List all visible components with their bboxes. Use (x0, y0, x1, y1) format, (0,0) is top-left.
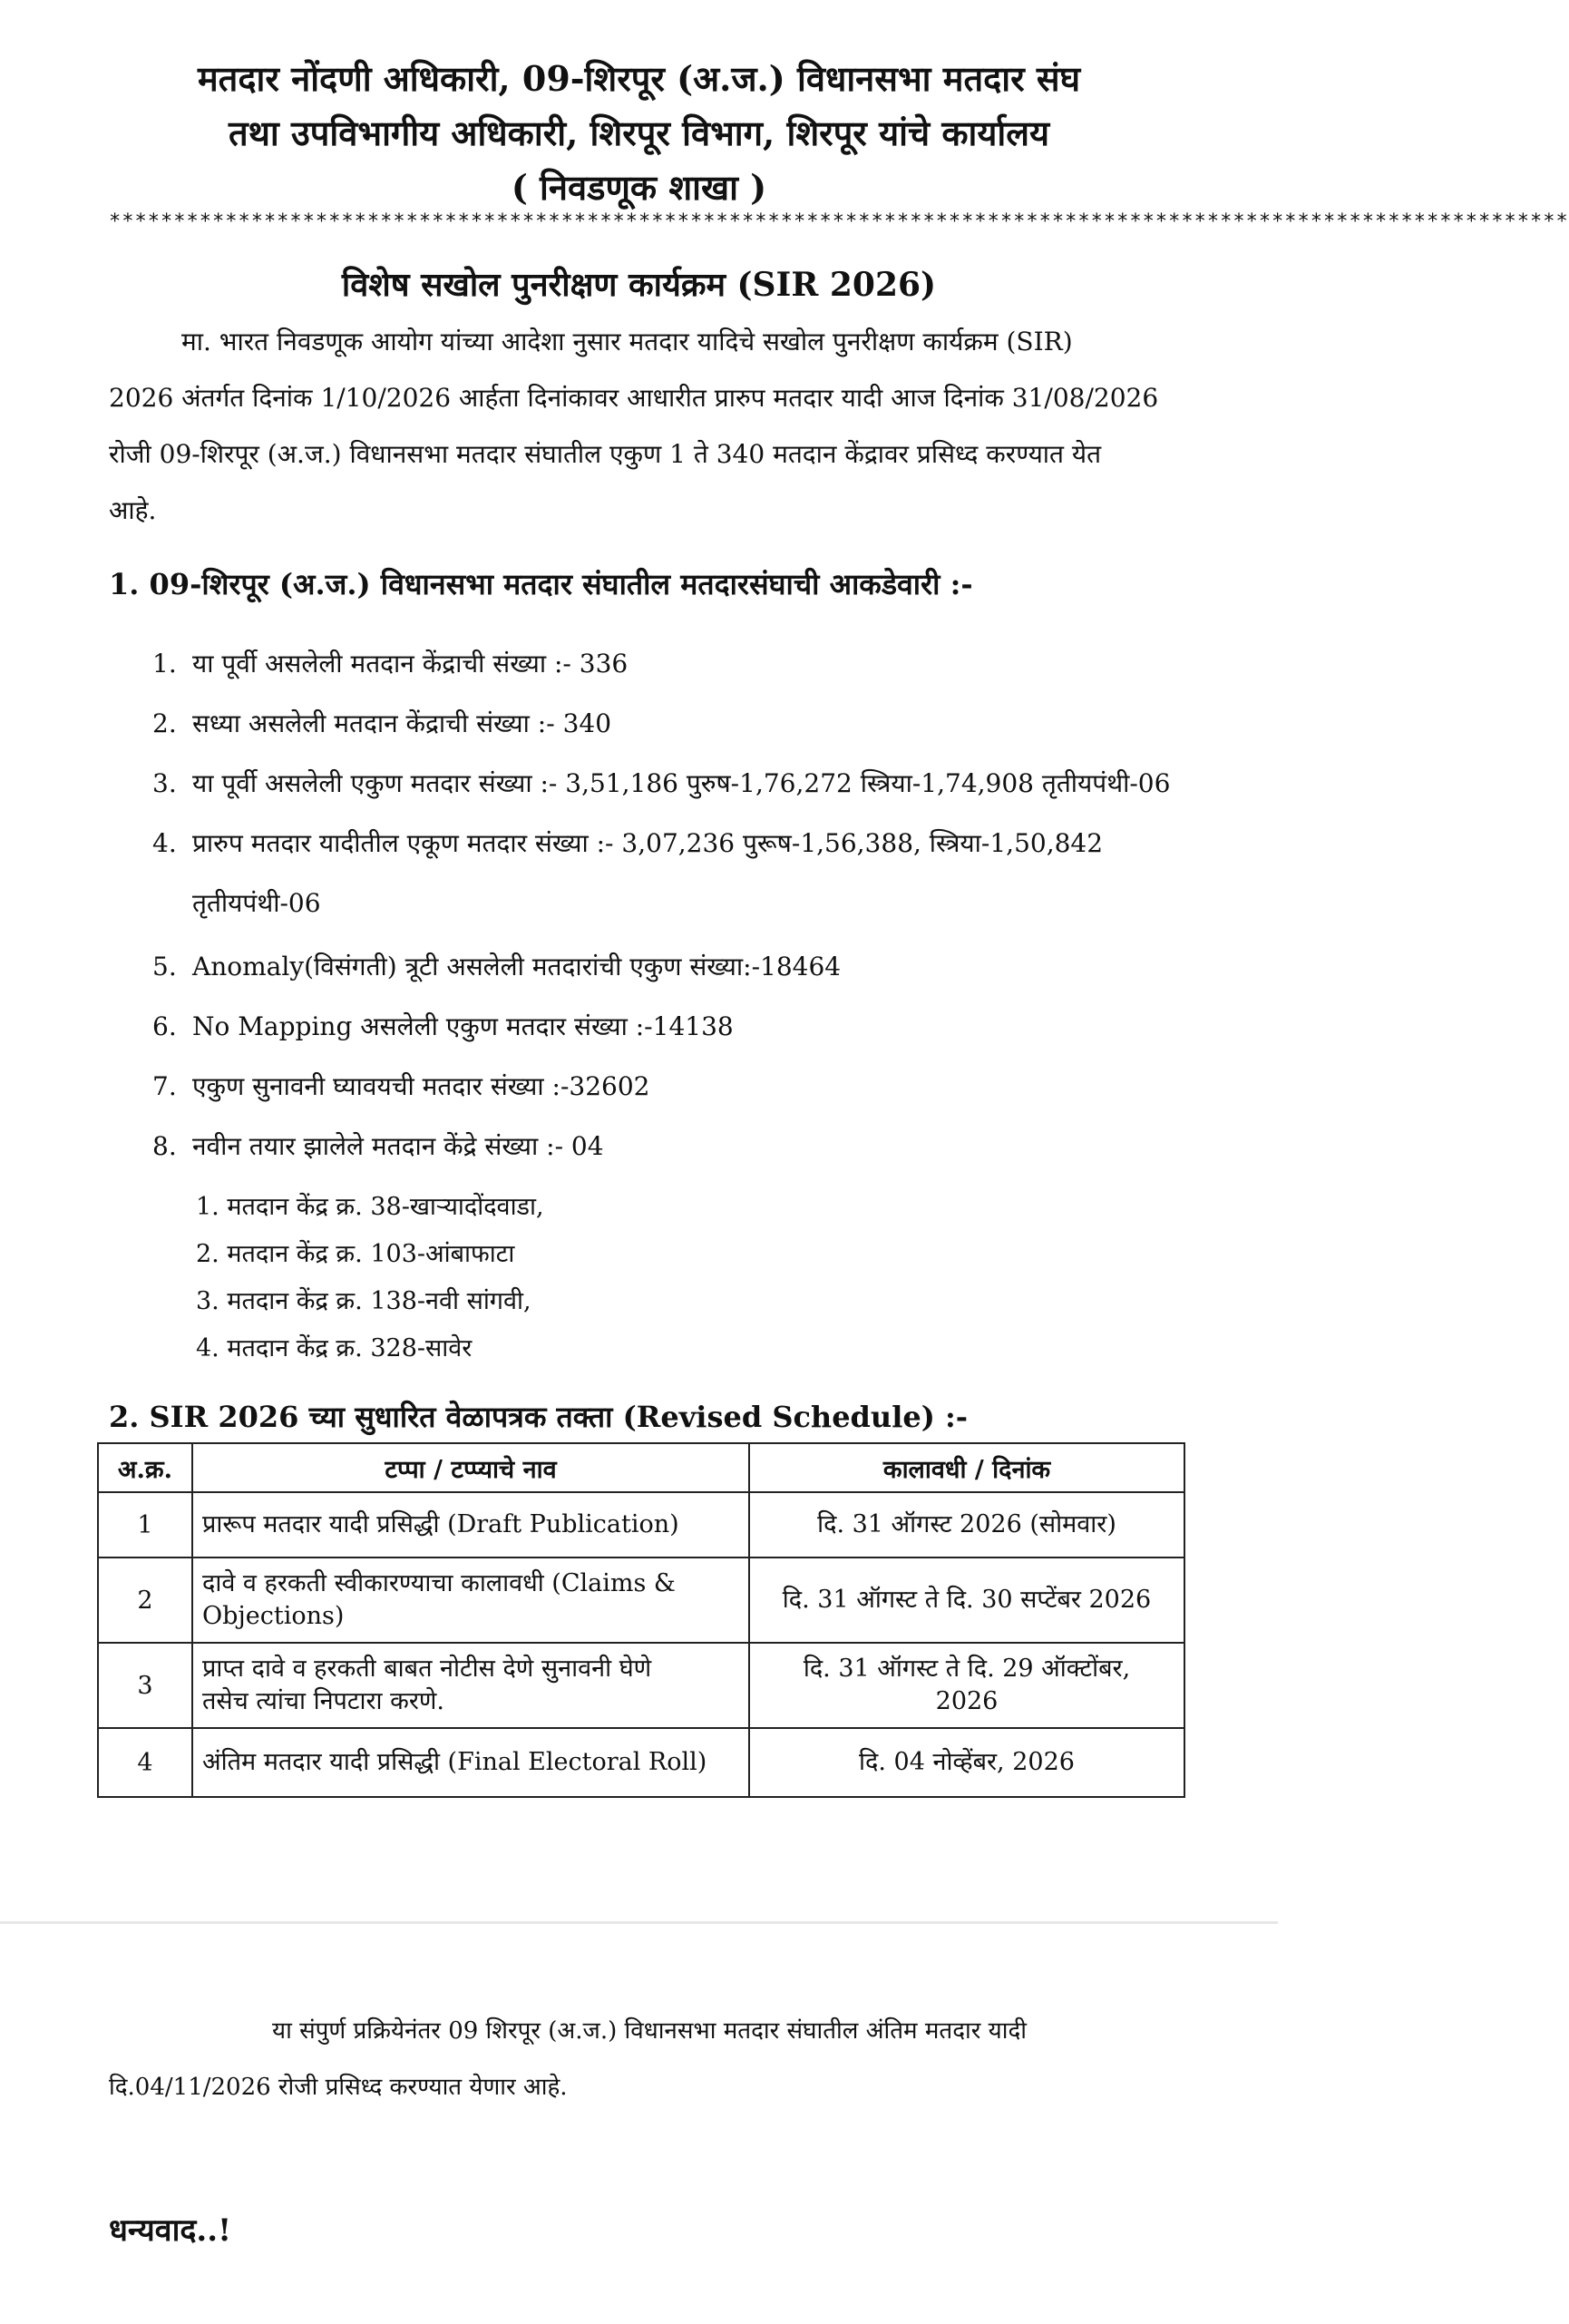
new-centre-item: 2. मतदान केंद्र क्र. 103-आंबाफाटा (196, 1240, 515, 1268)
header-line-1: मतदार नोंदणी अधिकारी, 09-शिरपूर (अ.ज.) विधानसभा मतदार संघ (197, 58, 1081, 99)
stat-item: 5. Anomaly(विसंगती) त्रूटी असलेली मतदारांची एकुण संख्या:-18464 (152, 952, 842, 981)
footer-line-2: दि.04/11/2026 रोजी प्रसिध्द करण्यात येणार आहे. (109, 2074, 568, 2101)
cell-date: दि. 31 ऑगस्ट ते दि. 30 सप्टेंबर 2026 (749, 1557, 1184, 1643)
cell-date: दि. 31 ऑगस्ट 2026 (सोमवार) (749, 1492, 1184, 1557)
header-line-3: ( निवडणूक शाखा ) (511, 167, 767, 208)
thanks-text: धन्यवाद..! (109, 2212, 232, 2249)
table-header-row (98, 1443, 1184, 1492)
column-header-stage: टप्पा / टप्प्याचे नाव (192, 1443, 749, 1492)
table-row (98, 1643, 1184, 1728)
stat-item: 6. No Mapping असलेली एकुण मतदार संख्या :-14138 (152, 1011, 734, 1041)
stat-item: 1. या पूर्वी असलेली मतदान केंद्राची संख्या :- 336 (152, 649, 629, 679)
cell-date: दि. 04 नोव्हेंबर, 2026 (749, 1728, 1184, 1797)
table-row (98, 1492, 1184, 1557)
footer-paragraph (109, 2003, 1202, 2115)
stat-item: 7. एकुण सुनावनी घ्यावयची मतदार संख्या :-32602 (152, 1071, 650, 1101)
cell-serial: 3 (98, 1643, 192, 1728)
stat-item-continuation: तृतीयपंथी-06 (192, 888, 321, 918)
intro-line-4: आहे. (109, 495, 157, 525)
section-1-heading: 1. 09-शिरपूर (अ.ज.) विधानसभा मतदार संघातील मतदारसंघाची आकडेवारी :- (109, 567, 973, 601)
cell-serial: 1 (98, 1492, 192, 1557)
table-row (98, 1728, 1184, 1797)
intro-line-3: रोजी 09-शिरपूर (अ.ज.) विधानसभा मतदार संघातील एकुण 1 ते 340 मतदान केंद्रावर प्रसिध्द करण्यात येत (109, 439, 1102, 469)
stat-item: 3. या पूर्वी असलेली एकुण मतदार संख्या :- 3,51,186 पुरुष-1,76,272 स्त्रिया-1,74,908 तृतीयपंथी-06 (152, 768, 1171, 798)
cell-stage: प्राप्त दावे व हरकती बाबत नोटीस देणे सुनावनी घेणे तसेच त्यांचा निपटारा करणे. (192, 1643, 749, 1728)
column-header-serial: अ.क्र. (98, 1443, 192, 1492)
new-centre-item: 1. मतदान केंद्र क्र. 38-खाऱ्यादोंदवाडा, (196, 1193, 544, 1221)
new-centre-item: 3. मतदान केंद्र क्र. 138-नवी सांगवी, (196, 1287, 531, 1315)
stat-item: 2. सध्या असलेली मतदान केंद्राची संख्या :- 340 (152, 708, 612, 738)
intro-line-2: 2026 अंतर्गत दिनांक 1/10/2026 आर्हता दिनांकावर आधारीत प्रारुप मतदार यादी आज दिनांक 31/08/2026 (109, 383, 1159, 413)
intro-paragraph (109, 314, 1202, 539)
revised-schedule-table (97, 1442, 1185, 1798)
cell-stage: अंतिम मतदार यादी प्रसिद्धी (Final Electoral Roll) (192, 1728, 749, 1797)
new-centre-item: 4. मतदान केंद्र क्र. 328-सावेर (196, 1334, 473, 1362)
page-divider (0, 1921, 1278, 1924)
table-row (98, 1557, 1184, 1643)
footer-line-1: या संपुर्ण प्रक्रियेनंतर 09 शिरपूर (अ.ज.) विधानसभा मतदार संघातील अंतिम मतदार यादी (272, 2017, 1028, 2045)
intro-line-1: मा. भारत निवडणूक आयोग यांच्या आदेशा नुसार मतदार यादिचे सखोल पुनरीक्षण कार्यक्रम (SIR) (181, 327, 1073, 356)
section-2-heading: 2. SIR 2026 च्या सुधारित वेळापत्रक तक्ता (Revised Schedule) :- (109, 1400, 969, 1434)
star-divider: ***************************************************************************************************************** (109, 210, 1569, 233)
stat-item: 4. प्रारुप मतदार यादीतील एकूण मतदार संख्या :- 3,07,236 पुरूष-1,56,388, स्त्रिया-1,50,842 (152, 828, 1104, 858)
column-header-date: कालावधी / दिनांक (749, 1443, 1184, 1492)
cell-serial: 2 (98, 1557, 192, 1643)
cell-stage: प्रारूप मतदार यादी प्रसिद्धी (Draft Publication) (192, 1492, 749, 1557)
header-line-2: तथा उपविभागीय अधिकारी, शिरपूर विभाग, शिरपूर यांचे कार्यालय (228, 112, 1050, 153)
stat-item: 8. नवीन तयार झालेले मतदान केंद्रे संख्या :- 04 (152, 1131, 604, 1161)
cell-serial: 4 (98, 1728, 192, 1797)
cell-date: दि. 31 ऑगस्ट ते दि. 29 ऑक्टोंबर, 2026 (749, 1643, 1184, 1728)
document-title: विशेष सखोल पुनरीक्षण कार्यक्रम (SIR 2026) (341, 266, 937, 304)
cell-stage: दावे व हरकती स्वीकारण्याचा कालावधी (Claims & Objections) (192, 1557, 749, 1643)
